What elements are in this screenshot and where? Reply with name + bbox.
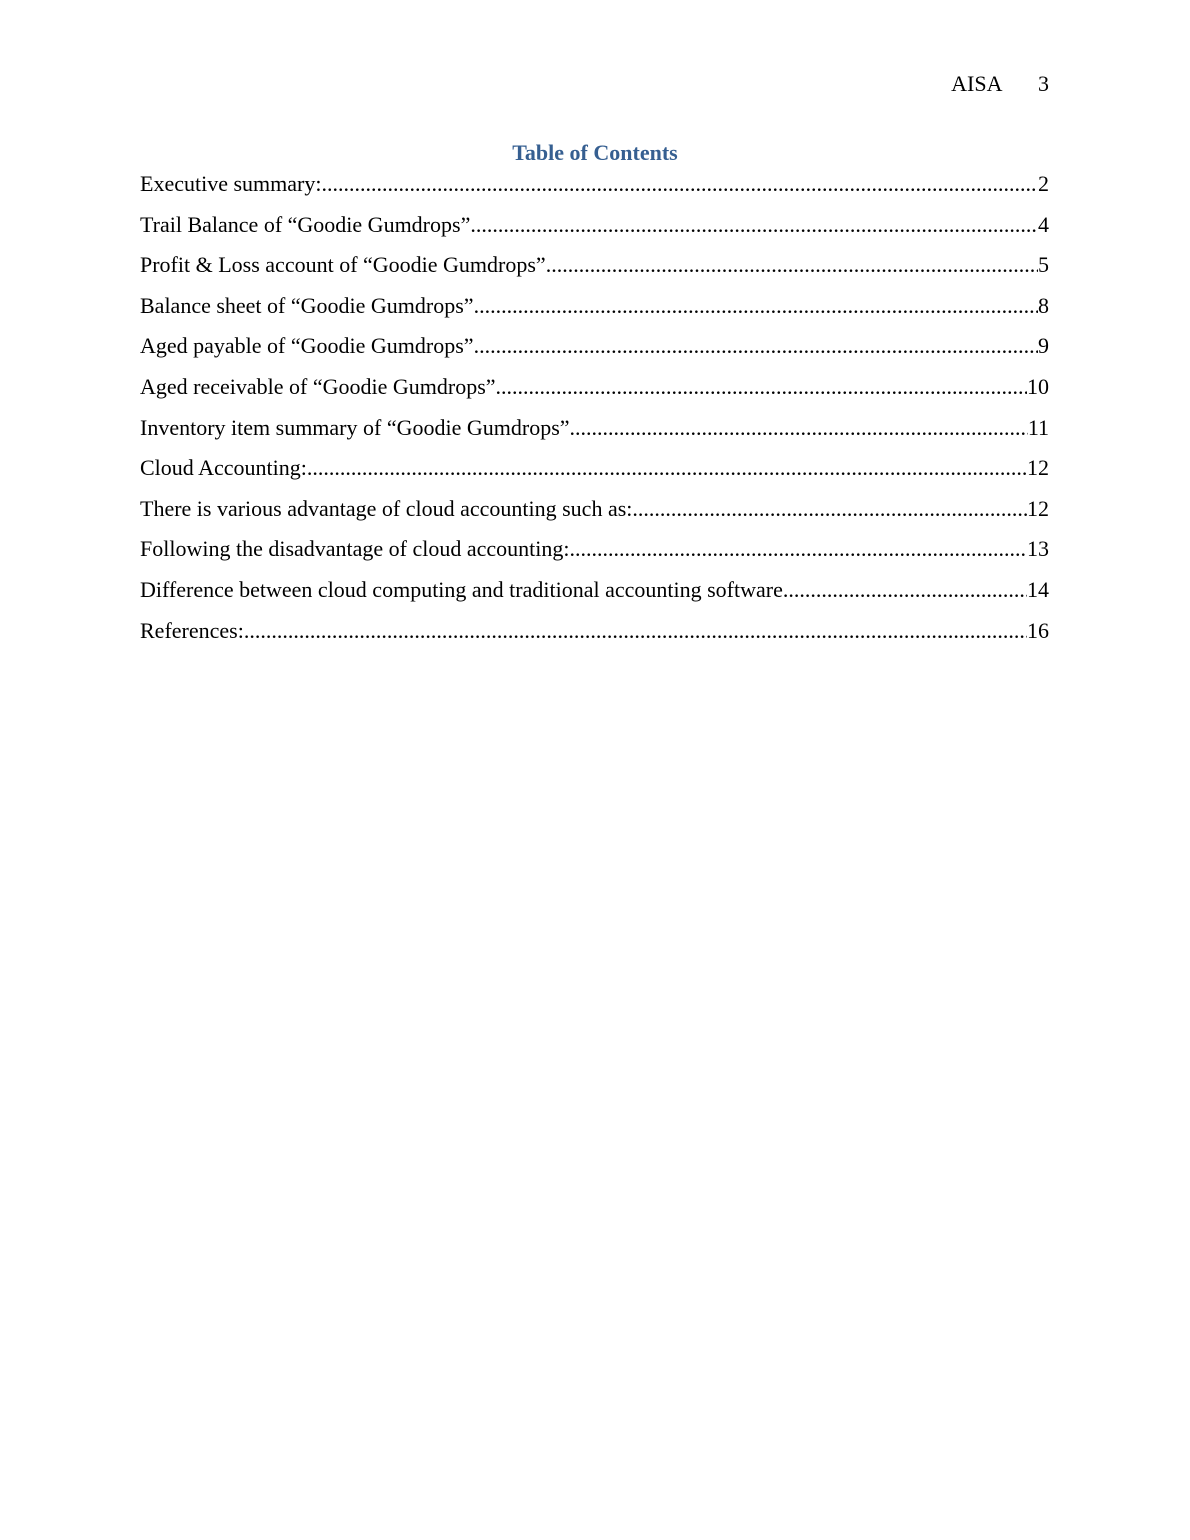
toc-entry-page: 9 xyxy=(1038,333,1049,359)
toc-entry-page: 2 xyxy=(1038,171,1049,196)
toc-entry-text: Cloud Accounting: xyxy=(140,455,307,481)
toc-entry[interactable] xyxy=(140,617,1049,658)
toc-entry-text: Following the disadvantage of cloud accounting: xyxy=(140,536,570,562)
table-of-contents xyxy=(140,170,1049,657)
toc-dot-leader xyxy=(244,617,1027,645)
toc-dot-leader xyxy=(570,414,1028,442)
toc-entry-page: 8 xyxy=(1038,292,1049,318)
toc-entry-text: Difference between cloud computing and traditional accounting software xyxy=(140,576,783,602)
toc-entry-page: 14 xyxy=(1027,576,1049,602)
toc-dot-leader xyxy=(496,373,1027,401)
toc-entry-page: 5 xyxy=(1038,252,1049,278)
toc-entry-text: There is various advantage of cloud accounting such as: xyxy=(140,495,633,521)
toc-entry-text: References: xyxy=(140,617,244,643)
toc-entry[interactable] xyxy=(140,495,1049,536)
toc-entry[interactable] xyxy=(140,576,1049,617)
toc-dot-leader xyxy=(474,332,1038,360)
toc-dot-leader xyxy=(783,576,1027,604)
toc-entry[interactable] xyxy=(140,373,1049,414)
toc-entry-page: 12 xyxy=(1027,455,1049,481)
toc-entry-text: Trail Balance of “Goodie Gumdrops” xyxy=(140,211,471,237)
toc-entry[interactable] xyxy=(140,170,1049,211)
toc-dot-leader xyxy=(307,454,1027,482)
toc-entry-page: 13 xyxy=(1027,536,1049,562)
running-head: AISA xyxy=(951,71,1003,96)
toc-dot-leader xyxy=(570,535,1027,563)
toc-entry-page: 10 xyxy=(1027,373,1049,399)
toc-entry-text: Executive summary: xyxy=(140,171,322,196)
toc-entry-text: Aged receivable of “Goodie Gumdrops” xyxy=(140,373,496,399)
toc-entry[interactable] xyxy=(140,454,1049,495)
toc-entry[interactable] xyxy=(140,251,1049,292)
toc-entry[interactable] xyxy=(140,211,1049,252)
toc-entry-text: Inventory item summary of “Goodie Gumdrops” xyxy=(140,414,570,440)
toc-dot-leader xyxy=(546,251,1038,279)
toc-entry-text: Balance sheet of “Goodie Gumdrops” xyxy=(140,292,474,318)
toc-entry-text: Aged payable of “Goodie Gumdrops” xyxy=(140,333,474,359)
toc-entry-page: 16 xyxy=(1027,617,1049,643)
toc-dot-leader xyxy=(632,495,1027,523)
toc-dot-leader xyxy=(321,170,1038,198)
toc-dot-leader xyxy=(470,211,1038,239)
toc-entry-page: 11 xyxy=(1027,414,1049,440)
toc-entry[interactable] xyxy=(140,414,1049,455)
page-header xyxy=(951,70,1049,98)
toc-dot-leader xyxy=(474,292,1038,320)
toc-entry-page: 4 xyxy=(1038,211,1049,237)
toc-entry[interactable] xyxy=(140,292,1049,333)
toc-entry[interactable] xyxy=(140,535,1049,576)
toc-title: Table of Contents xyxy=(512,140,678,165)
toc-entry-page: 12 xyxy=(1027,495,1049,521)
toc-entry-text: Profit & Loss account of “Goodie Gumdrops” xyxy=(140,252,546,278)
page-number: 3 xyxy=(1038,71,1049,96)
toc-entry[interactable] xyxy=(140,332,1049,373)
